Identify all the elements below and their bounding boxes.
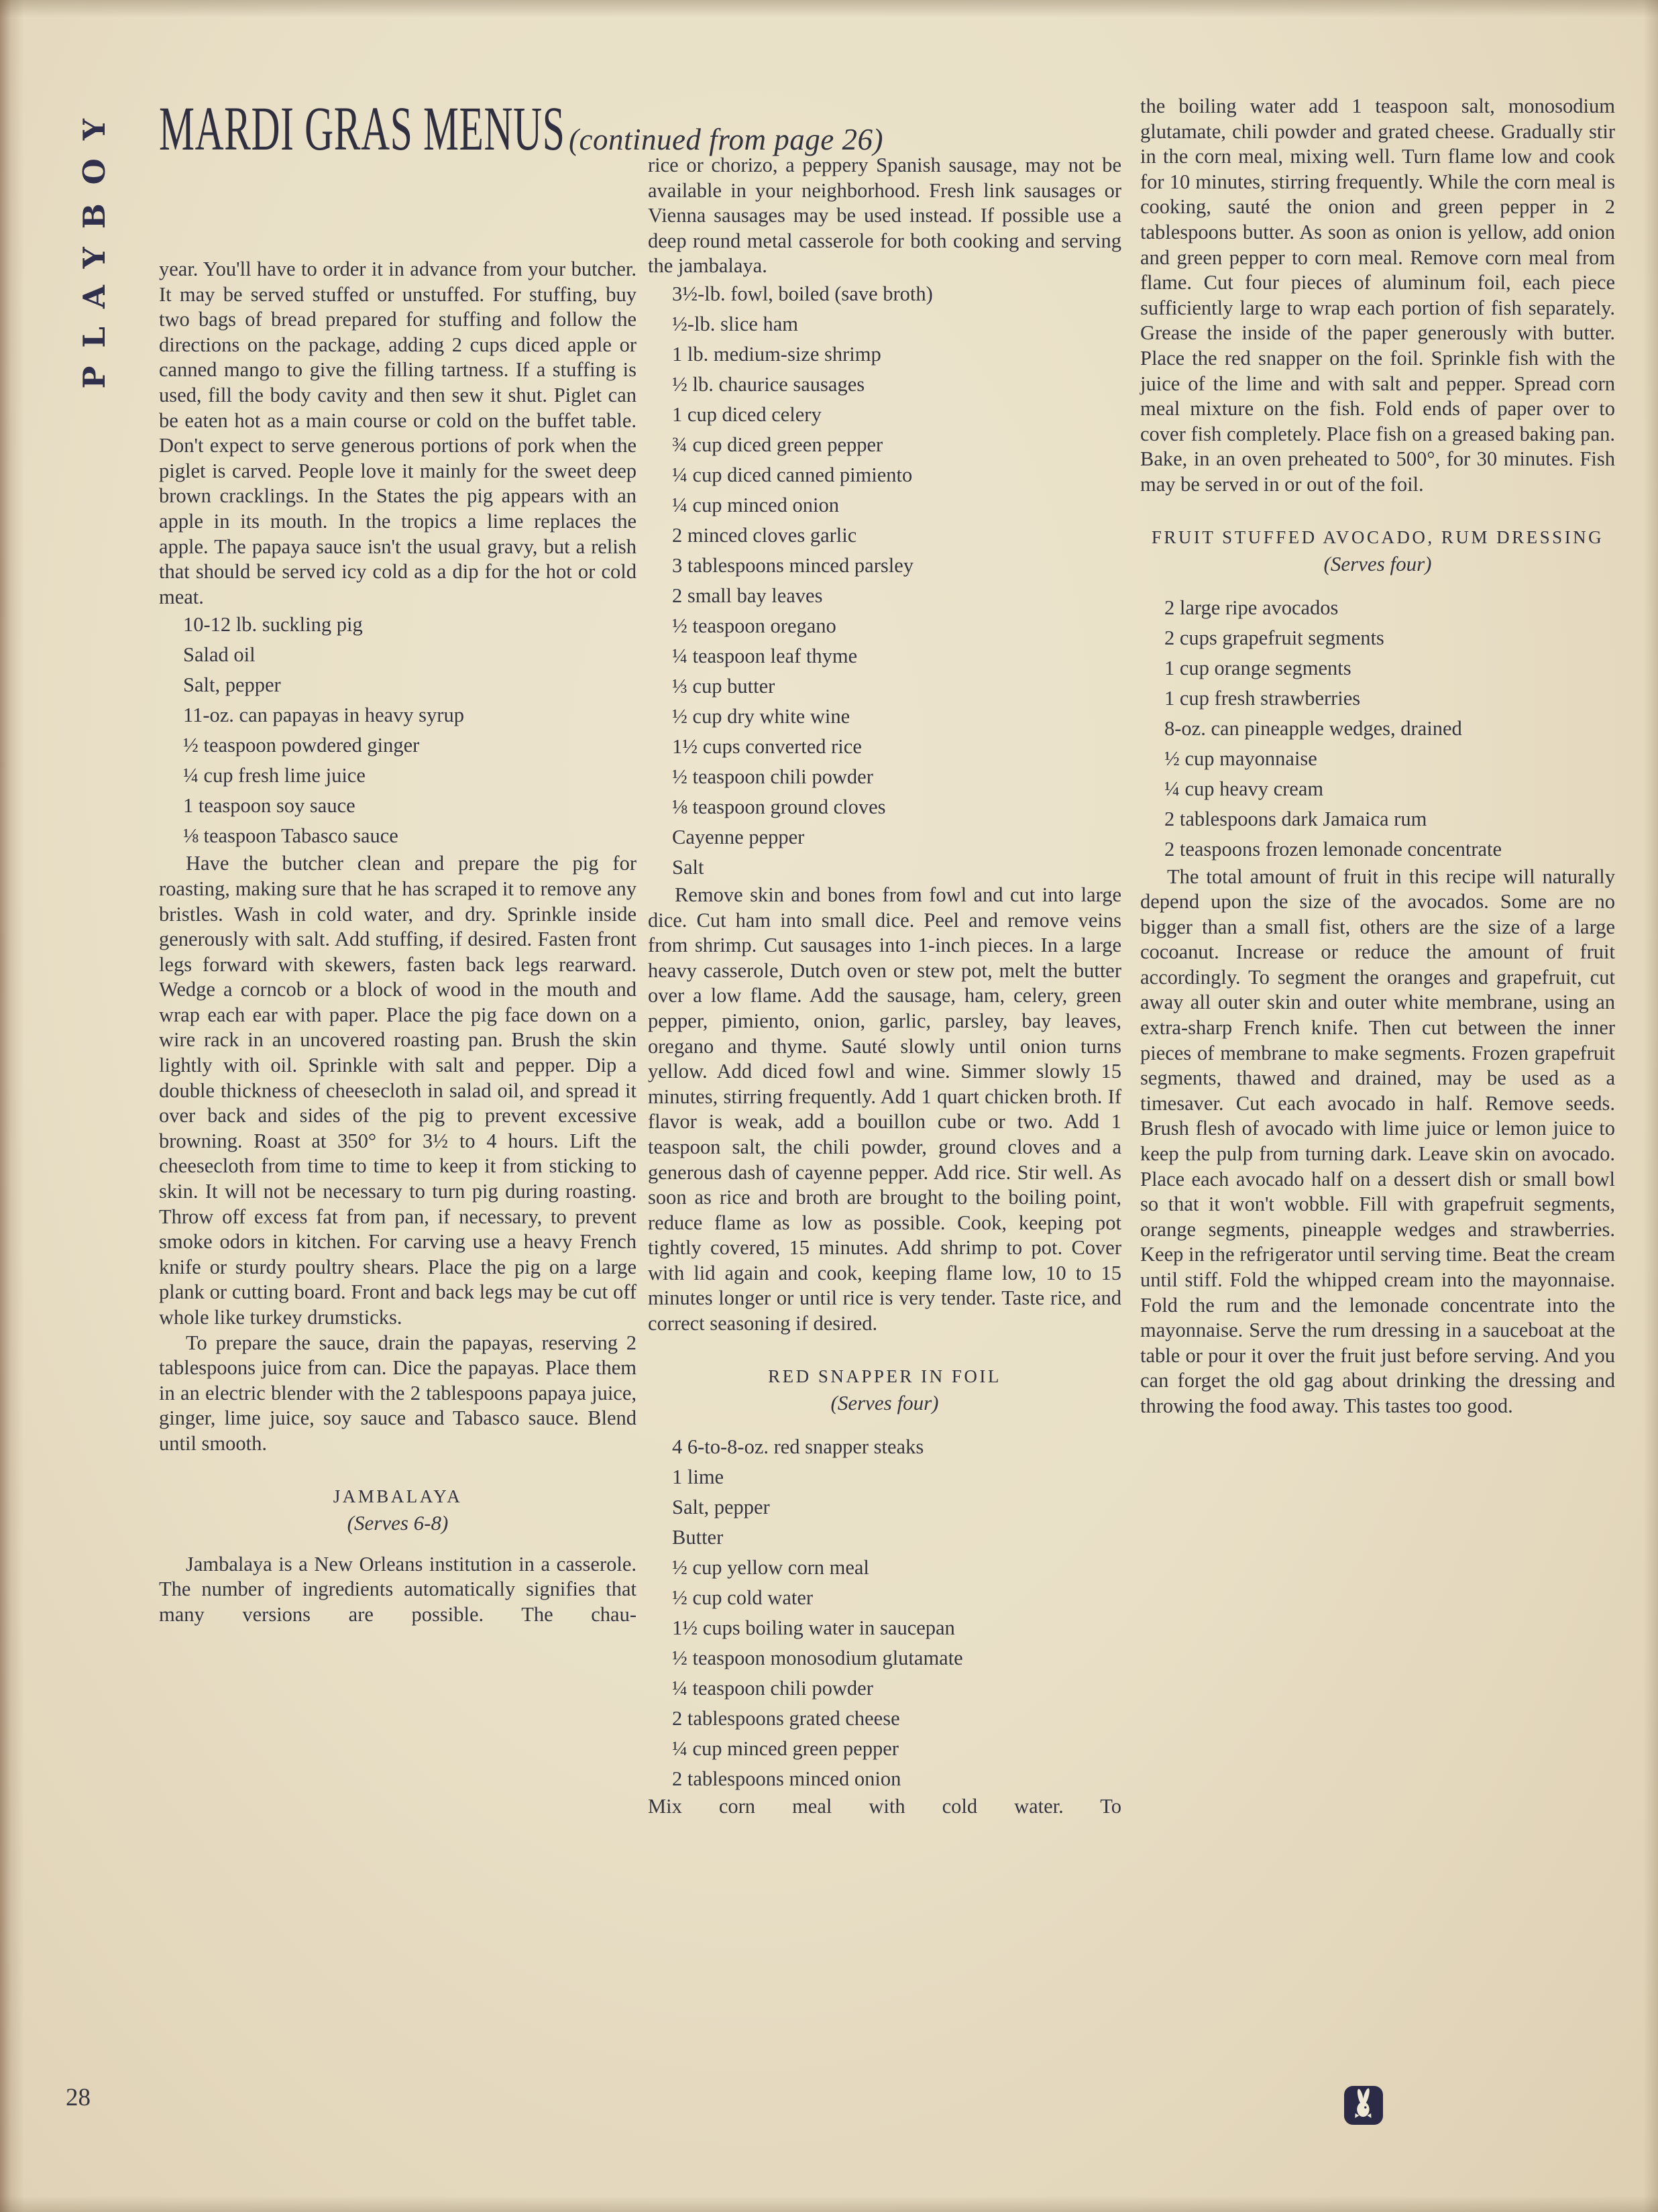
ingredient-line: ½ lb. chaurice sausages	[672, 372, 865, 396]
article-title: MARDI GRAS MENUS	[159, 95, 565, 164]
paragraph: Have the butcher clean and prepare the pig for roasting, making sure that he has scraped it to remove any bristles. Wash in cold water, and dry. Sprinkle inside generously with salt. Add stuffing, if desired. Fasten front legs forward with skewers, fasten back legs rearward. Wedge a corncob or a block of wood in the mouth and wrap each ear with paper. Place the pig face down on a wire rack in an uncovered roasting pan. Brush the skin lightly with oil. Sprinkle with salt and pepper. Dip a double thickness of cheesecloth in salad oil, and spread it over back and sides of the pig to prevent excessive browning. Roast at 350° for 3½ to 4 hours. Lift the cheesecloth from time to time to keep it from sticking to skin. It will not be necessary to turn pig during roasting. Throw off excess fat from pan, if necessary, to prevent smoke odors in kitchen. For carving use a heavy French knife or sturdy poultry shears. Place the pig on a large plank or cutting board. Front and back legs may be cut off whole like turkey drumsticks.	[159, 852, 637, 1329]
ingredient-line: ½ teaspoon chili powder	[672, 765, 873, 788]
ingredient-line: ¼ cup fresh lime juice	[183, 764, 366, 787]
playboy-bunny-icon	[1344, 2086, 1383, 2125]
ingredient-line: Salt, pepper	[672, 1495, 770, 1518]
page-bottom-edge	[0, 2196, 1658, 2212]
ingredient-line: 2 tablespoons dark Jamaica rum	[1164, 807, 1427, 830]
ingredient-line: ½-lb. slice ham	[672, 312, 799, 335]
ingredient-line: Salt	[672, 855, 704, 879]
ingredient-line: 8-oz. can pineapple wedges, drained	[1164, 716, 1462, 740]
ingredient-line: ¼ teaspoon leaf thyme	[672, 644, 858, 667]
magazine-brand-vertical: PLAYBOY	[76, 101, 112, 389]
ingredient-line: 2 teaspoons frozen lemonade concentrate	[1164, 837, 1502, 861]
recipe-heading	[648, 1364, 1121, 1417]
paragraph: Remove skin and bones from fowl and cut into large dice. Cut ham into small dice. Peel and remove veins from shrimp. Cut sausages into 1-inch pieces. In a large heavy casserole, Dutch oven or stew pot, melt the butter over a low flame. Add the sausage, ham, celery, green pepper, pimiento, onion, garlic, parsley, bay leaves, oregano and thyme. Sauté slowly until onion turns yellow. Add diced fowl and wine. Simmer slowly 15 minutes, stirring frequently. Add 1 quart chicken broth. If flavor is weak, add a bouillon cube or two. Add 1 teaspoon salt, the chili powder, ground cloves and a generous dash of cayenne pepper. Add rice. Stir well. As soon as rice and broth are brought to the boiling point, reduce flame as low as possible. Cook, keeping pot tightly covered, 15 minutes. Add shrimp to pot. Cover with lid again and cook, keeping flame low, 10 to 15 minutes longer or until rice is very tender. Taste rice, and correct seasoning if desired.	[648, 883, 1121, 1335]
text-column-3	[1140, 94, 1615, 1419]
recipe-heading	[1140, 524, 1615, 578]
ingredient-list	[648, 279, 1121, 883]
paragraph: Mix corn meal with cold water. To	[648, 1794, 1121, 1818]
recipe-title: JAMBALAYA	[333, 1486, 463, 1506]
ingredient-line: 2 minced cloves garlic	[672, 523, 857, 547]
ingredient-list	[1140, 593, 1615, 865]
page-number: 28	[66, 2084, 91, 2111]
ingredient-line: Butter	[672, 1525, 724, 1549]
ingredient-line: Cayenne pepper	[672, 825, 805, 848]
ingredient-list	[648, 1432, 1121, 1794]
ingredient-line: 1 cup orange segments	[1164, 656, 1351, 679]
paragraph: The total amount of fruit in this recipe will naturally depend upon the size of the avocados. Some are no bigger than a small fist, others are the size of a large cocoanut. Increase or reduce the amount of fruit accordingly. To segment the oranges and grapefruit, cut away all outer skin and outer white membrane, using an extra-sharp French knife. Then cut between the inner pieces of membrane to make segments. Frozen grapefruit segments, thawed and drained, may be used as a timesaver. Cut each avocado in half. Remove seeds. Brush flesh of avocado with lime juice or lemon juice to keep the pulp from turning dark. Leave skin on avocado. Place each avocado half on a dessert dish or small bowl so that it won't wobble. Fill with grapefruit segments, orange segments, pineapple wedges and strawberries. Keep in the refrigerator until serving time. Beat the cream until stiff. Fold the whipped cream into the mayonnaise. Fold the rum and the lemonade concentrate into the mayonnaise. Serve the rum dressing in a sauceboat at the table or pour it over the fruit just before serving. And you can forget the old gag about drinking the dressing and throwing the food away. This tastes too good.	[1140, 865, 1615, 1417]
paragraph: Jambalaya is a New Orleans institution in a casserole. The number of ingredients automatically signifies that many versions are possible. The chau-	[159, 1552, 637, 1626]
text-column-1	[159, 257, 637, 1627]
ingredient-line: ⅛ teaspoon Tabasco sauce	[183, 824, 398, 848]
ingredient-line: ¼ cup diced canned pimiento	[672, 463, 913, 486]
ingredient-line: 1½ cups boiling water in saucepan	[672, 1616, 955, 1639]
ingredient-line: 1 lb. medium-size shrimp	[672, 342, 881, 366]
continued-from-note: (continued from page 26)	[569, 123, 883, 156]
page-left-edge	[0, 0, 24, 2212]
ingredient-line: 2 tablespoons minced onion	[672, 1767, 901, 1790]
recipe-serves: (Serves four)	[1323, 551, 1432, 575]
ingredient-line: ¼ teaspoon chili powder	[672, 1676, 873, 1700]
ingredient-line: 1 teaspoon soy sauce	[183, 794, 355, 818]
ingredient-line: ½ teaspoon oregano	[672, 614, 836, 637]
ingredient-line: 2 tablespoons grated cheese	[672, 1706, 900, 1730]
ingredient-line: 10-12 lb. suckling pig	[183, 613, 363, 637]
ingredient-line: ½ cup dry white wine	[672, 704, 850, 728]
page-right-edge	[1643, 0, 1658, 2212]
ingredient-line: 3½-lb. fowl, boiled (save broth)	[672, 282, 933, 305]
ingredient-line: 3 tablespoons minced parsley	[672, 553, 914, 577]
recipe-title: RED SNAPPER IN FOIL	[768, 1366, 1001, 1386]
ingredient-line: ½ teaspoon powdered ginger	[183, 734, 420, 757]
paragraph: the boiling water add 1 teaspoon salt, monosodium glutamate, chili powder and grated cheese. Gradually stir in the corn meal, mixing well. Turn flame low and cook for 10 minutes, stirring frequently. While the corn meal is cooking, sauté the onion and green pepper in 2 tablespoons butter. As soon as onion is yellow, add onion and green pepper to corn meal. Remove corn meal from flame. Cut four pieces of aluminum foil, each piece sufficiently large to wrap each portion of fish separately. Grease the inside of the paper generously with butter. Place the red snapper on the foil. Sprinkle fish with the juice of the lime and with salt and pepper. Spread corn meal mixture on the fish. Fold ends of paper over to cover fish completely. Place fish on a greased baking pan. Bake, in an oven preheated to 500°, for 30 minutes. Fish may be served in or out of the foil.	[1140, 95, 1615, 496]
ingredient-line: 1 cup diced celery	[672, 402, 822, 426]
playboy-bunny-logo	[1344, 2086, 1383, 2125]
ingredient-line: 2 cups grapefruit segments	[1164, 626, 1384, 649]
ingredient-line: ½ cup yellow corn meal	[672, 1555, 869, 1579]
ingredient-line: ½ cup mayonnaise	[1164, 746, 1317, 770]
ingredient-line: 2 small bay leaves	[672, 584, 823, 607]
text-column-2	[648, 153, 1121, 1819]
ingredient-line: ¼ cup minced green pepper	[672, 1736, 899, 1760]
recipe-heading	[159, 1484, 637, 1537]
ingredient-line: ¼ cup minced onion	[672, 493, 840, 516]
ingredient-line: 1½ cups converted rice	[672, 734, 862, 758]
paragraph: To prepare the sauce, drain the papayas, reserving 2 tablespoons juice from can. Dice the papayas. Place them in an electric blender with the 2 tablespoons papaya juice, ginger, lime juice, soy sauce and Tabasco sauce. Blend until smooth.	[159, 1331, 637, 1455]
ingredient-list	[159, 610, 637, 851]
paragraph: rice or chorizo, a peppery Spanish sausage, may not be available in your neighborhood. Fresh link sausages or Vienna sausages may be used instead. If possible use a deep round metal casserole for both cooking and serving the jambalaya.	[648, 154, 1121, 278]
ingredient-line: ¾ cup diced green pepper	[672, 433, 883, 456]
recipe-title: FRUIT STUFFED AVOCADO, RUM DRESSING	[1151, 527, 1604, 547]
ingredient-line: 11-oz. can papayas in heavy syrup	[183, 704, 464, 727]
ingredient-line: 1 lime	[672, 1465, 724, 1488]
ingredient-line: 4 6-to-8-oz. red snapper steaks	[672, 1435, 924, 1458]
ingredient-line: ¼ cup heavy cream	[1164, 777, 1324, 800]
ingredient-line: 2 large ripe avocados	[1164, 596, 1339, 619]
paragraph: year. You'll have to order it in advance from your butcher. It may be served stuffed or unstuffed. For stuffing, buy two bags of bread prepared for stuffing and follow the directions on the package, adding 2 cups diced apple or canned mango to give the filling tartness. If a stuffing is used, fill the body cavity and then sew it shut. Piglet can be eaten hot as a main course or cold on the buffet table. Don't expect to serve generous portions of pork when the piglet is carved. People love it mainly for the sweet deep brown cracklings. In the States the pig appears with an apple in its mouth. In the tropics a lime replaces the apple. The papaya sauce isn't the usual gravy, but a relish that should be served icy cold as a dip for the hot or cold meat.	[159, 258, 637, 608]
ingredient-line: ⅛ teaspoon ground cloves	[672, 795, 886, 818]
ingredient-line: Salad oil	[183, 643, 256, 667]
ingredient-line: ⅓ cup butter	[672, 674, 775, 698]
ingredient-line: 1 cup fresh strawberries	[1164, 686, 1361, 710]
recipe-serves: (Serves 6-8)	[347, 1510, 449, 1535]
ingredient-line: ½ cup cold water	[672, 1586, 814, 1609]
ingredient-line: Salt, pepper	[183, 673, 281, 697]
page-top-edge	[0, 0, 1658, 17]
recipe-serves: (Serves four)	[830, 1390, 939, 1415]
ingredient-line: ½ teaspoon monosodium glutamate	[672, 1646, 963, 1669]
